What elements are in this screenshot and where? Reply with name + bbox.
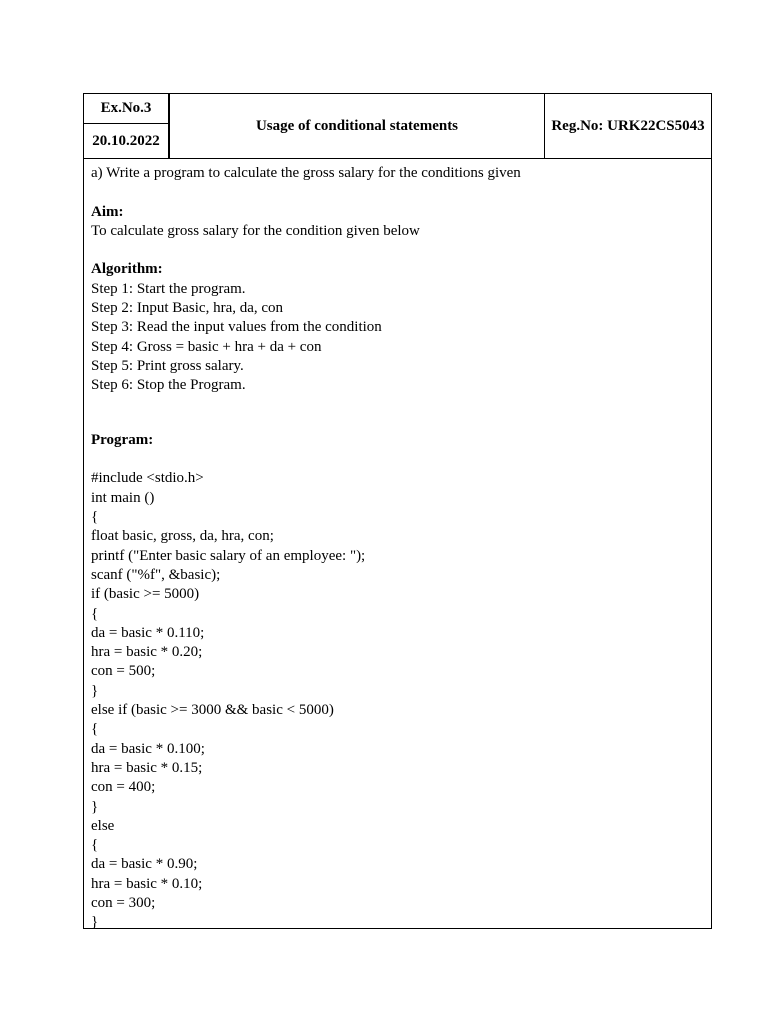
code-line: printf ("Enter basic salary of an employee: ");: [91, 547, 366, 564]
code-line: {: [91, 509, 99, 526]
algorithm-step: Step 6: Stop the Program.: [91, 377, 246, 394]
algorithm-steps: [91, 280, 701, 396]
document-body: [91, 164, 701, 933]
code-line: hra = basic * 0.10;: [91, 875, 203, 892]
header-table: [84, 94, 711, 159]
code-line: con = 500;: [91, 663, 156, 680]
algorithm-step: Step 4: Gross = basic + hra + da + con: [91, 338, 322, 355]
question-text: a) Write a program to calculate the gross salary for the conditions given: [91, 165, 521, 181]
algorithm-step: Step 3: Read the input values from the condition: [91, 319, 382, 336]
exercise-frame: [83, 93, 712, 929]
code-line: hra = basic * 0.20;: [91, 644, 203, 661]
code-line: }: [91, 914, 99, 931]
code-line: else: [91, 817, 115, 834]
aim-heading: Aim:: [91, 203, 124, 220]
code-line: hra = basic * 0.15;: [91, 759, 203, 776]
exercise-date: 20.10.2022: [84, 124, 170, 158]
code-line: da = basic * 0.110;: [91, 624, 205, 641]
code-line: {: [91, 721, 99, 738]
code-line: {: [91, 837, 99, 854]
code-line: #include <stdio.h>: [91, 470, 204, 487]
code-line: }: [91, 798, 99, 815]
code-line: da = basic * 0.90;: [91, 856, 198, 873]
code-line: }: [91, 682, 99, 699]
code-line: da = basic * 0.100;: [91, 740, 205, 757]
program-heading: Program:: [91, 431, 154, 448]
code-line: if (basic >= 5000): [91, 586, 200, 603]
algorithm-step: Step 5: Print gross salary.: [91, 357, 244, 374]
code-line: int main (): [91, 489, 155, 506]
registration-number: Reg.No: URK22CS5043: [551, 117, 705, 134]
exercise-number: Ex.No.3: [84, 94, 170, 124]
code-line: float basic, gross, da, hra, con;: [91, 528, 274, 545]
code-line: scanf ("%f", &basic);: [91, 566, 221, 583]
code-line: con = 300;: [91, 894, 156, 911]
algorithm-step: Step 1: Start the program.: [91, 280, 246, 297]
code-line: con = 400;: [91, 779, 156, 796]
algorithm-heading: Algorithm:: [91, 261, 163, 278]
code-line: {: [91, 605, 99, 622]
program-code: [91, 469, 701, 932]
code-line: else if (basic >= 3000 && basic < 5000): [91, 702, 334, 719]
aim-text: To calculate gross salary for the condition given below: [91, 222, 420, 239]
algorithm-step: Step 2: Input Basic, hra, da, con: [91, 300, 284, 317]
exercise-title: Usage of conditional statements: [170, 94, 545, 158]
